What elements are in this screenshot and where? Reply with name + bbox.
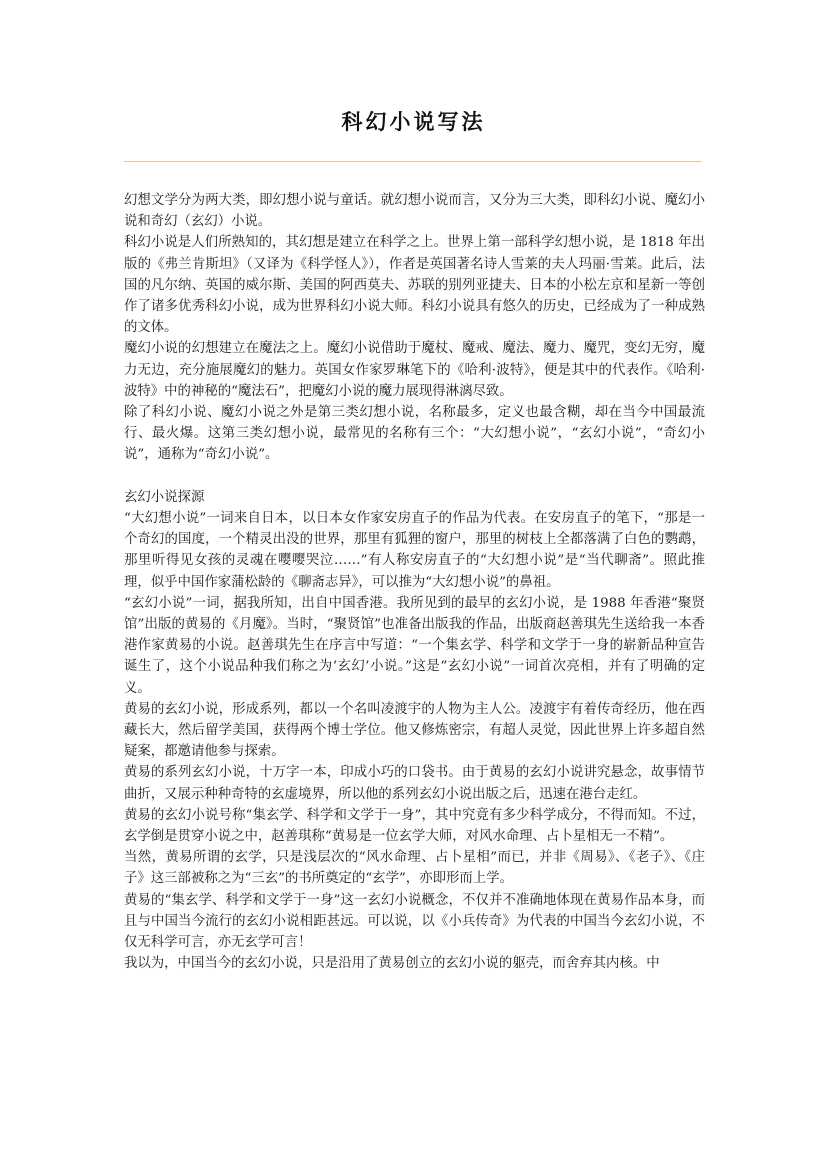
paragraph: “玄幻小说”一词，据我所知，出自中国香港。我所见到的最早的玄幻小说，是 1988 年香港“聚贤馆”出版的黄易的《月魔》。当时，“聚贤馆”也准备出版我的作品，出版商赵善琪先生送给我一本香港作家黄易的小说。赵善琪先生在序言中写道：“一个集玄学、科学和文学于一身的崭新品种宣告诞生了，这个小说品种我们称之为‘玄幻’小说。”这是“玄幻小说”一词首次亮相，并有了明确的定义。 [124, 595, 705, 696]
page-title: 科幻小说写法 [341, 110, 486, 134]
paragraph: 黄易的玄幻小说，形成系列，都以一个名叫凌渡宇的人物为主人公。凌渡宇有着传奇经历，他在西藏长大，然后留学美国，获得两个博士学位。他又修炼密宗，有超人灵觉，因此世界上许多超自然疑案，都邀请他参与探索。 [124, 701, 705, 760]
document-body [124, 190, 705, 975]
paragraph: 我以为，中国当今的玄幻小说，只是沿用了黄易创立的玄幻小说的躯壳，而舍弃其内核。中 [124, 956, 660, 972]
paragraph: 黄易的玄幻小说号称“集玄学、科学和文学于一身”，其中究竟有多少科学成分，不得而知。不过，玄学倒是贯穿小说之中，赵善琪称“黄易是一位玄学大师，对风水命理、占卜星相无一不精”。 [124, 807, 705, 845]
paragraph: 幻想文学分为两大类，即幻想小说与童话。就幻想小说而言，又分为三大类，即科幻小说、魔幻小说和奇幻（玄幻）小说。 [124, 193, 705, 230]
title-divider [124, 161, 702, 162]
section-heading: 玄幻小说探源 [124, 489, 205, 505]
paragraph: “大幻想小说”一词来自日本，以日本女作家安房直子的作品为代表。在安房直子的笔下，“那是一个奇幻的国度，一个精灵出没的世界，那里有狐狸的窗户，那里的树枝上全都落满了白色的鹦鹉，那里听得见女孩的灵魂在嘤嘤哭泣……”有人称安房直子的“大幻想小说”是“当代聊斋”。照此推理，似乎中国作家蒲松龄的《聊斋志异》，可以推为“大幻想小说”的鼻祖。 [124, 511, 705, 590]
paragraph: 除了科幻小说、魔幻小说之外是第三类幻想小说，名称最多，定义也最含糊，却在当今中国最流行、最火爆。这第三类幻想小说，最常见的名称有三个：“大幻想小说”，“玄幻小说”，“奇幻小说”，通称为“奇幻小说”。 [124, 405, 705, 463]
paragraph-spacer [124, 466, 705, 487]
paragraph: 科幻小说是人们所熟知的，其幻想是建立在科学之上。世界上第一部科学幻想小说，是 1818 年出版的《弗兰肯斯坦》（又译为《科学怪人》），作者是英国著名诗人雪莱的夫人玛丽·雪莱。此后，法国的凡尔纳、英国的威尔斯、美国的阿西莫夫、苏联的别列亚捷夫、日本的小松左京和星新一等创作了诸多优秀科幻小说，成为世界科幻小说大师。科幻小说具有悠久的历史，已经成为了一种成熟的文体。 [124, 235, 705, 336]
paragraph: 黄易的系列玄幻小说，十万字一本，印成小巧的口袋书。由于黄易的玄幻小说讲究悬念，故事情节曲折，又展示种种奇特的玄虚境界，所以他的系列玄幻小说出版之后，迅速在港台走红。 [124, 765, 705, 802]
paragraph: 魔幻小说的幻想建立在魔法之上。魔幻小说借助于魔杖、魔戒、魔法、魔力、魔咒，变幻无穷，魔力无边，充分施展魔幻的魅力。英国女作家罗琳笔下的《哈利·波特》，便是其中的代表作。《哈利·波特》中的神秘的“魔法石”，把魔幻小说的魔力展现得淋漓尽致。 [124, 341, 705, 399]
paragraph: 黄易的“集玄学、科学和文学于一身”这一玄幻小说概念，不仅并不准确地体现在黄易作品本身，而且与中国当今流行的玄幻小说相距甚远。可以说，以《小兵传奇》为代表的中国当今玄幻小说，不仅无科学可言，亦无玄学可言！ [124, 892, 705, 951]
paragraph: 当然，黄易所谓的玄学，只是浅层次的“风水命理、占卜星相”而已，并非《周易》、《老子》、《庄子》这三部被称之为“三玄”的书所奠定的“玄学”，亦即形而上学。 [124, 850, 705, 887]
